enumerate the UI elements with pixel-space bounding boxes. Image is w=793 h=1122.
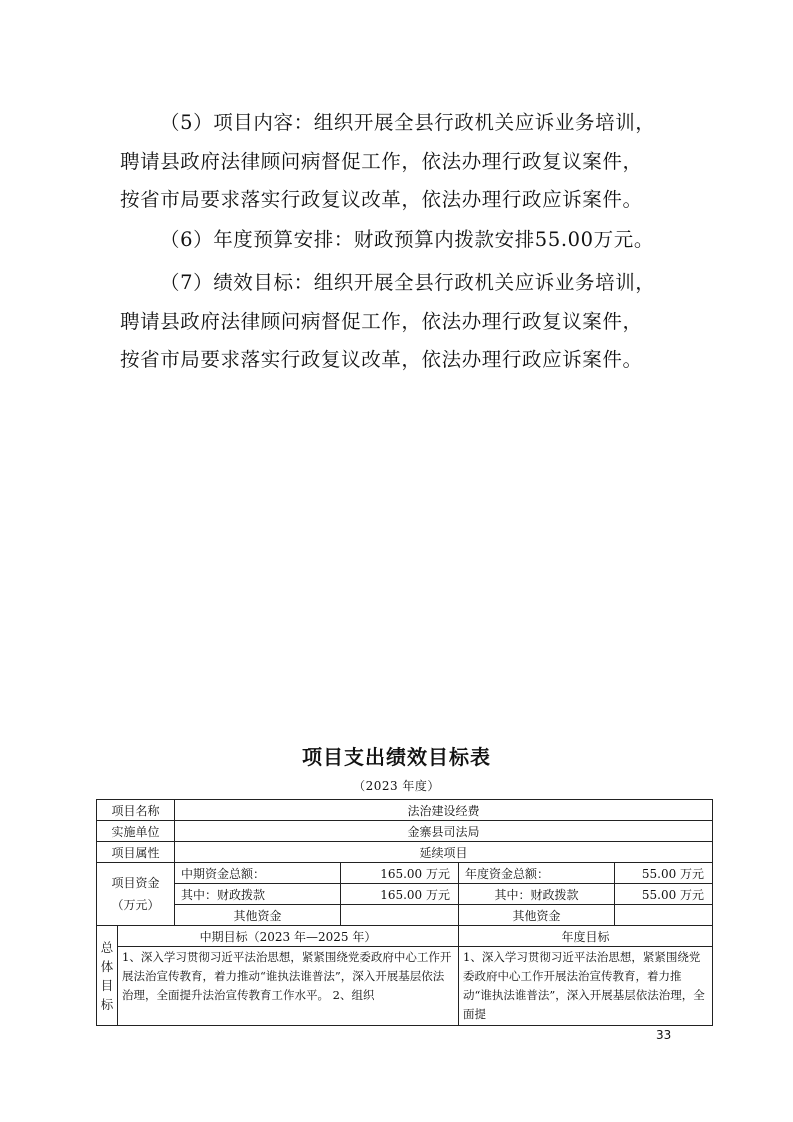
year-goal-text: 1、深入学习贯彻习近平法治思想，紧紧围绕党委政府中心工作开展法治宣传教育，着力推动“谁执法谁普法”，深入开展基层依法治理，全面提 — [459, 947, 713, 1026]
table-title: 项目支出绩效目标表 — [302, 745, 491, 769]
funds-label-line1: 项目资金 — [111, 876, 160, 890]
year-total-value: 55.00 万元 — [615, 863, 713, 884]
text-line: 聘请县政府法律顾问病督促工作，依法办理行政复议案件， — [120, 149, 643, 173]
paragraph-project-content — [120, 104, 680, 220]
paragraph-budget — [120, 221, 680, 260]
table-row — [97, 905, 713, 926]
year-total-label: 年度资金总额： — [459, 863, 615, 884]
table-year: （2023 年度） — [353, 779, 440, 793]
table-row — [97, 863, 713, 884]
text-line: 按省市局要求落实行政复议改革，依法办理行政应诉案件。 — [120, 348, 643, 371]
project-name-label: 项目名称 — [97, 800, 175, 821]
attr-value: 延续项目 — [175, 842, 713, 863]
page-number: 33 — [656, 1028, 672, 1042]
goal-char: 目 — [100, 977, 114, 993]
mid-other-label: 其他资金 — [175, 905, 341, 926]
mid-total-value: 165.00 万元 — [341, 863, 459, 884]
overall-goal-label — [97, 926, 118, 1026]
mid-goal-header: 中期目标（2023 年—2025 年） — [118, 926, 459, 947]
attr-label: 项目属性 — [97, 842, 175, 863]
text-line: （5）项目内容：组织开展全县行政机关应诉业务培训， — [160, 111, 656, 134]
mid-fiscal-label: 其中：财政拨款 — [175, 884, 341, 905]
table-row — [97, 947, 713, 1026]
funds-label-line2: （万元） — [111, 898, 160, 912]
year-fiscal-value: 55.00 万元 — [615, 884, 713, 905]
year-fiscal-label: 其中：财政拨款 — [459, 884, 615, 905]
text-line: 聘请县政府法律顾问病督促工作，依法办理行政复议案件， — [120, 309, 643, 333]
mid-other-value — [341, 905, 459, 926]
text-line: 按省市局要求落实行政复议改革，依法办理行政应诉案件。 — [120, 188, 643, 211]
unit-label: 实施单位 — [97, 821, 175, 842]
goal-char: 体 — [100, 958, 114, 974]
table-row — [97, 842, 713, 863]
table-row — [97, 884, 713, 905]
paragraph-performance-goal — [120, 264, 680, 380]
text-line: （7）绩效目标：组织开展全县行政机关应诉业务培训， — [160, 271, 656, 294]
mid-goal-text: 1、深入学习贯彻习近平法治思想，紧紧围绕党委政府中心工作开展法治宣传教育，着力推动“谁执法谁普法”，深入开展基层依法治理，全面提升法治宣传教育工作水平。 2、组织 — [118, 947, 459, 1026]
year-other-label: 其他资金 — [459, 905, 615, 926]
mid-total-label: 中期资金总额： — [175, 863, 341, 884]
table-row — [97, 926, 713, 947]
goal-char: 标 — [100, 996, 114, 1012]
unit-value: 金寨县司法局 — [175, 821, 713, 842]
text-line: （6）年度预算安排：财政预算内拨款安排55.00万元。 — [160, 228, 654, 251]
goal-char: 总 — [100, 939, 114, 955]
project-name-value: 法治建设经费 — [175, 800, 713, 821]
year-goal-header: 年度目标 — [459, 926, 713, 947]
performance-target-table — [96, 799, 713, 1026]
table-row — [97, 800, 713, 821]
year-other-value — [615, 905, 713, 926]
funds-label — [97, 863, 175, 926]
table-row — [97, 821, 713, 842]
mid-fiscal-value: 165.00 万元 — [341, 884, 459, 905]
